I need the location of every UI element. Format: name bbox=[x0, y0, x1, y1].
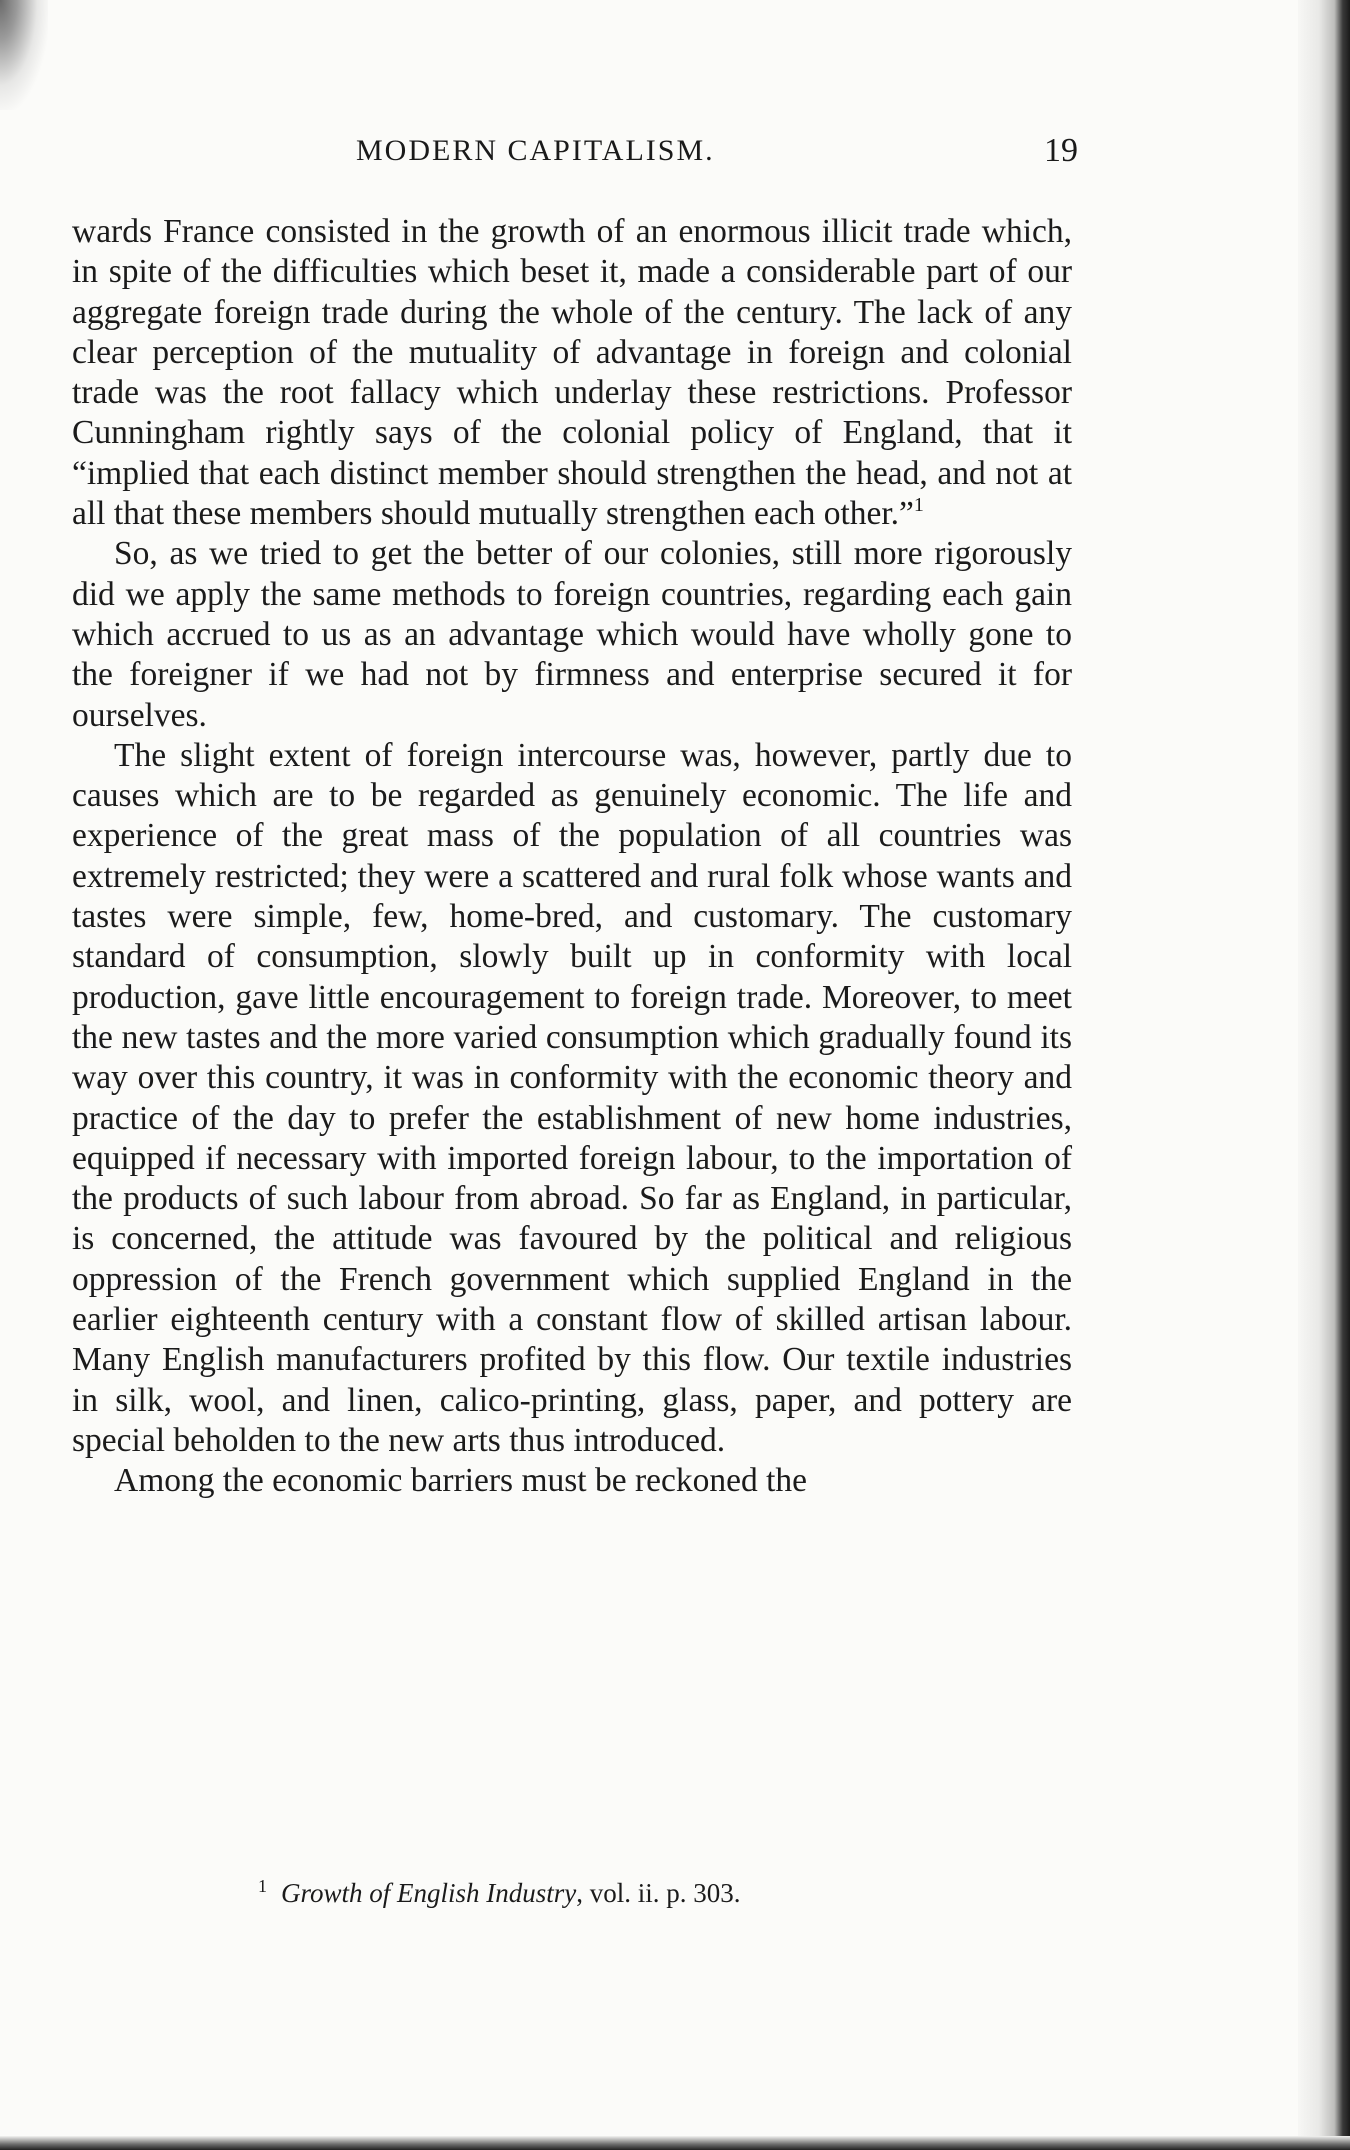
page-number: 19 bbox=[1044, 132, 1078, 169]
paragraph-3: The slight extent of foreign intercourse was, however, partly due to causes which are to be regarded as genuinely economic. The life and experience of the great mass of the population of all countries was extremely restricted; they were a scattered and rural folk whose wants and tastes were simple, few, home-bred, and customary. The customary standard of consumption, slowly built up in conformity with local production, gave little encouragement to foreign trade. Moreover, to meet the new tastes and the more varied consumption which gradually found its way over this country, it was in conformity with the economic theory and practice of the day to prefer the establishment of new home industries, equipped if necessary with imported foreign labour, to the importation of the products of such labour from abroad. So far as England, in particular, is concerned, the attitude was favoured by the political and religious oppression of the French government which supplied England in the earlier eighteenth century with a constant flow of skilled artisan labour. Many English manufacturers profited by this flow. Our textile industries in silk, wool, and linen, calico-printing, glass, paper, and pottery are special beholden to the new arts thus introduced. bbox=[72, 736, 1072, 1459]
paragraph-2: So, as we tried to get the better of our colonies, still more rigorously did we apply the same methods to foreign countries, regarding each gain which accrued to us as an advantage which would have wholly gone to the foreigner if we had not by firmness and enterprise secured it for ourselves. bbox=[72, 535, 1072, 734]
page-header bbox=[72, 134, 1078, 180]
page-bottom-edge bbox=[0, 2136, 1350, 2150]
footnote bbox=[258, 1876, 1018, 1909]
page-binding-edge bbox=[1298, 0, 1350, 2150]
body-text bbox=[72, 212, 1072, 1502]
paragraph-1-text: wards France consisted in the growth of an enormous illicit trade which, in spite of the difficulties which beset it, made a considerable part of our aggregate foreign trade during the whole of the century. The lack of any clear perception of the mutuality of advantage in foreign and colonial trade was the root fallacy which underlay these restrictions. Professor Cunningham rightly says of the colonial policy of England, that it “implied that each distinct member should strengthen the head, and not at all that these members should mutually strengthen each other.” bbox=[72, 213, 1072, 533]
footnote-reference: , vol. ii. p. 303. bbox=[576, 1878, 741, 1908]
scan-corner-smudge bbox=[0, 0, 48, 110]
running-head: MODERN CAPITALISM. bbox=[356, 134, 715, 167]
paragraph-1 bbox=[72, 212, 1072, 534]
footnote-title: Growth of English Industry bbox=[281, 1878, 577, 1908]
footnote-reference-mark: 1 bbox=[913, 494, 924, 517]
paragraph-4: Among the economic barriers must be reckoned the bbox=[114, 1462, 808, 1500]
footnote-number: 1 bbox=[258, 1876, 267, 1896]
